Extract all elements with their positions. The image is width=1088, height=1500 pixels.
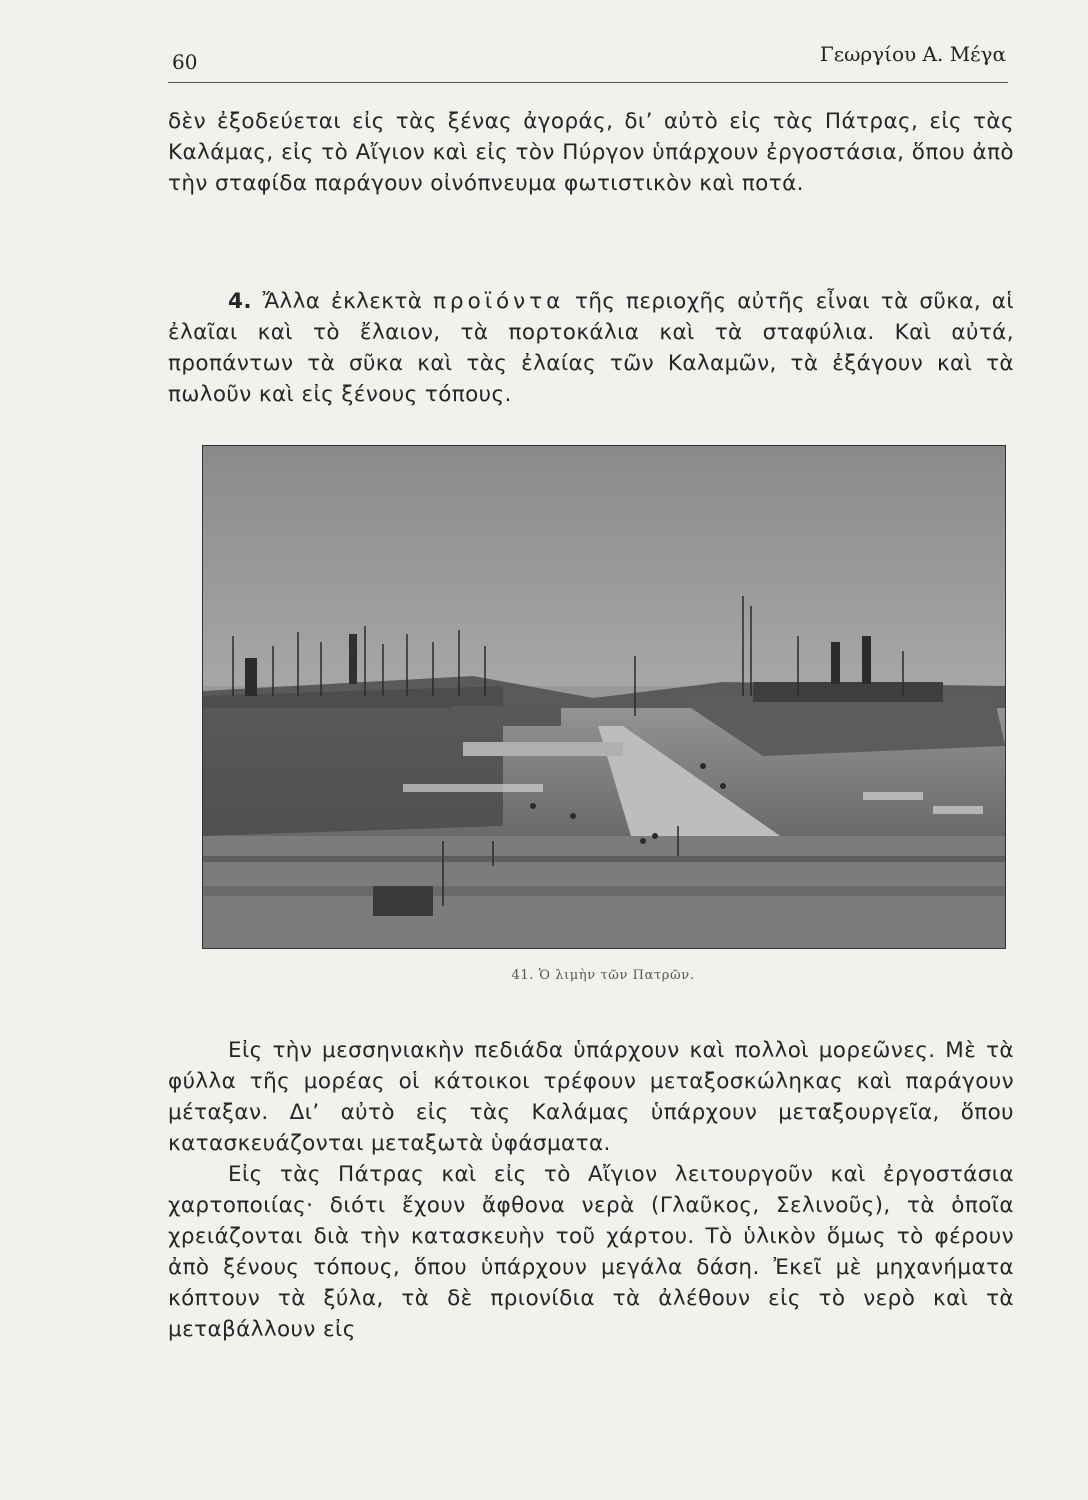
figure-caption: 41. Ὁ λιμὴν τῶν Πατρῶν. [511, 968, 695, 983]
item-4-rest: τῆς περιοχῆς αὐτῆς εἶναι τὰ σῦκα, αἱ ἐλαῖαι καὶ τὸ ἔλαιον, τὰ πορτοκάλια καὶ τὰ σταφύλια. Καὶ αὐτά, προπάντων τὰ σῦκα καὶ τὰς ἐλαίας τῶν Καλαμῶν, τὰ ἐξάγουν καὶ τὰ πωλοῦν καὶ εἰς ξένους τόπους. [168, 289, 1015, 407]
running-head: Γεωργίου Α. Μέγα [819, 42, 1006, 66]
item-number: 4. [228, 289, 252, 314]
page-number: 60 [172, 50, 198, 74]
item-4-paragraph [168, 286, 1014, 410]
item-4-lead: Ἄλλα ἐκλεκτὰ [262, 289, 423, 314]
paper-paragraph: Εἰς τὰς Πάτρας καὶ εἰς τὸ Αἴγιον λειτουργοῦν καὶ ἐργοστάσια χαρτοποιίας· διότι ἔχουν ἄφθονα νερὰ (Γλαῦκος, Σελινοῦς), τὰ ὁποῖα χρειάζονται διὰ τὴν κατασκευὴν τοῦ χάρτου. Τὸ ὑλικὸν ὅμως τὸ φέρουν ἀπὸ ξένους τόπους, ὅπου ὑπάρχουν μεγάλα δάση. Ἐκεῖ μὲ μηχανήματα κόπτουν τὰ ξύλα, τὰ δὲ πριονίδια τὰ ἀλέθουν εἰς τὸ νερὸ καὶ τὰ μεταβάλλουν εἰς [168, 1162, 1014, 1342]
item-4-text [168, 286, 1014, 410]
harbor-photograph [202, 445, 1006, 949]
silk-paragraph: Εἰς τὴν μεσσηνιακὴν πεδιάδα ὑπάρχουν καὶ πολλοὶ μορεῶνες. Μὲ τὰ φύλλα τῆς μορέας οἱ κάτοικοι τρέφουν μεταξοσκώληκας καὶ παράγουν μέταξαν. Δι’ αὐτὸ εἰς τὰς Καλάμας ὑπάρχουν μεταξουργεῖα, ὅπου κατασκευάζονται μεταξωτὰ ὑφάσματα. [168, 1038, 1014, 1156]
page-header [168, 36, 1008, 83]
body-paragraphs [168, 1035, 1014, 1345]
intro-paragraph [168, 106, 1014, 199]
intro-text: δὲν ἐξοδεύεται εἰς τὰς ξένας ἀγοράς, δι’ αὐτὸ εἰς τὰς Πάτρας, εἰς τὰς Καλάμας, εἰς τὸ Αἴγιον καὶ εἰς τὸν Πύργον ὑπάρχουν ἐργοστάσια, ὅπου ἀπὸ τὴν σταφίδα παράγουν οἰνόπνευμα φωτιστικὸν καὶ ποτά. [168, 109, 1014, 196]
item-4-spaced-word: προϊόντα [432, 289, 565, 314]
